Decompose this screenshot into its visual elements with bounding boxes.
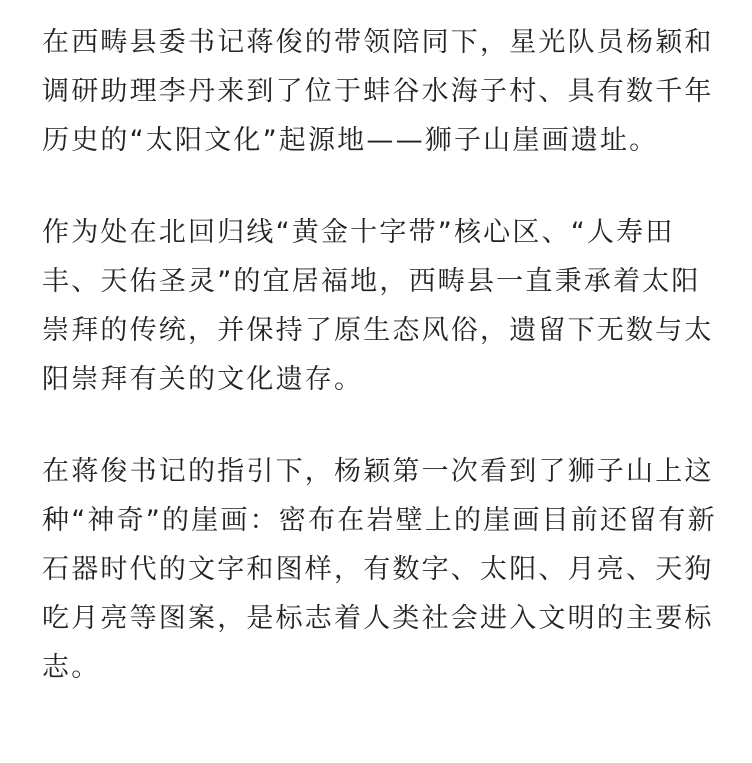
paragraph-spacer bbox=[42, 165, 722, 208]
text-line: 志。 bbox=[42, 652, 101, 683]
text-line: 种“神奇”的崖画：密布在岩壁上的崖画目前还留有新 bbox=[42, 505, 717, 536]
paragraph-spacer bbox=[42, 404, 722, 447]
text-line: 在蒋俊书记的指引下，杨颖第一次看到了狮子山上这 bbox=[42, 456, 714, 487]
text-line: 崇拜的传统，并保持了原生态风俗，遗留下无数与太 bbox=[42, 315, 714, 346]
text-line: 丰、天佑圣灵”的宜居福地，西畴县一直秉承着太阳 bbox=[42, 266, 701, 297]
text-line: 调研助理李丹来到了位于蚌谷水海子村、具有数千年 bbox=[42, 76, 714, 107]
paragraph-1 bbox=[42, 18, 722, 165]
text-line: 在西畴县委书记蒋俊的带领陪同下，星光队员杨颖和 bbox=[42, 27, 714, 58]
text-line: 吃月亮等图案，是标志着人类社会进入文明的主要标 bbox=[42, 603, 714, 634]
paragraph-2 bbox=[42, 208, 722, 404]
text-line: 作为处在北回归线“黄金十字带”核心区、“人寿田 bbox=[42, 217, 675, 248]
article-body bbox=[42, 18, 722, 692]
text-line: 历史的“太阳文化”起源地——狮子山崖画遗址。 bbox=[42, 125, 659, 156]
paragraph-3 bbox=[42, 447, 722, 692]
text-line: 阳崇拜有关的文化遗存。 bbox=[42, 364, 364, 395]
text-line: 石器时代的文字和图样，有数字、太阳、月亮、天狗 bbox=[42, 554, 714, 585]
